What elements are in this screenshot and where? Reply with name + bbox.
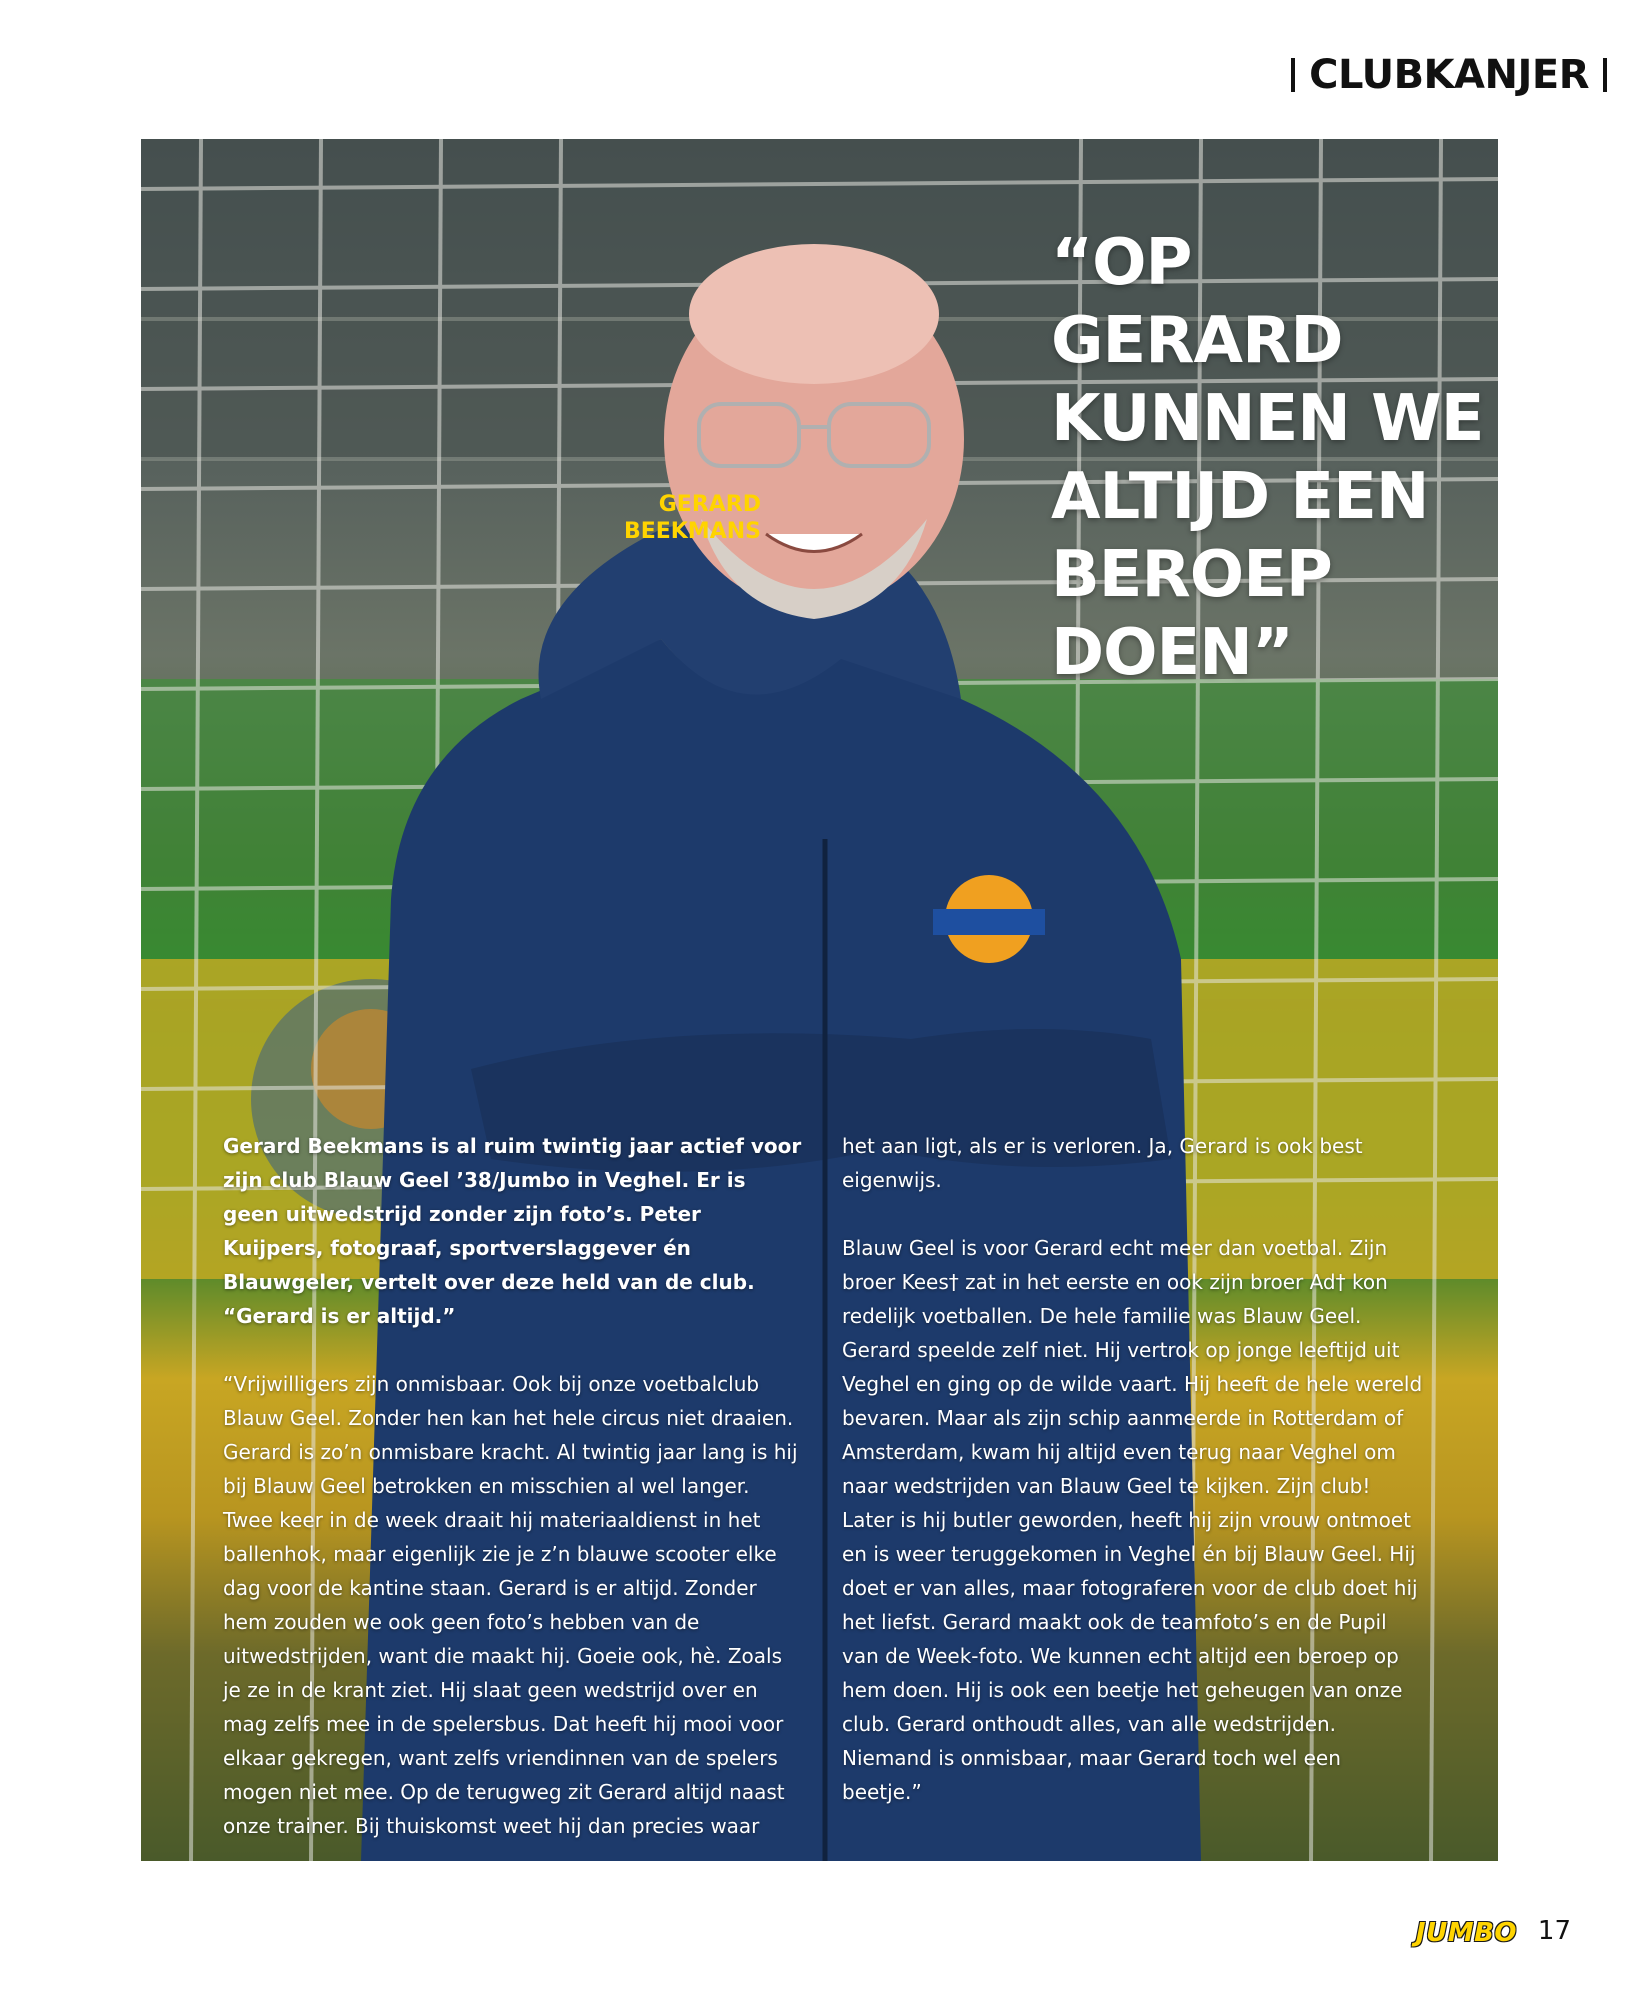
column-left [223,1129,804,1861]
article-paragraph: het aan ligt, als er is verloren. Ja, Gerard is ook best eigenwijs. [842,1134,1363,1192]
pull-quote: “OP GERARD KUNNEN WE ALTIJD EEN BEROEP DOEN” [1051,226,1484,690]
column-right [842,1129,1423,1861]
subject-first-name: GERARD [658,492,761,517]
article-paragraph: “Vrijwilligers zijn onmisbaar. Ook bij onze voetbalclub Blauw Geel. Zonder hen kan het hele circus niet draaien. Gerard is zo’n onmisbare kracht. Al twintig jaar lang is hij bij Blauw Geel betrokken en misschien al wel langer. Twee keer in de week draait hij materiaaldienst in het ballenhok, maar eigenlijk zie je z’n blauwe scooter elke dag voor de kantine staan. Gerard is er altijd. Zonder hem zouden we ook geen foto’s hebben van de uitwedstrijden, want die maakt hij. Goeie ook, hè. Zoals je ze in de krant ziet. Hij slaat geen wedstrijd over en mag zelfs mee in de spelersbus. Dat heeft hij mooi voor elkaar gekregen, want zelfs vriendinnen van de spelers mogen niet mee. Op de terugweg zit Gerard altijd naast onze trainer. Bij thuiskomst weet hij dan precies waar [223,1372,798,1838]
subject-name [481,491,761,545]
jumbo-logo: JUMBO [1415,1918,1517,1948]
article-paragraph: Blauw Geel is voor Gerard echt meer dan voetbal. Zijn broer Kees† zat in het eerste en ook zijn broer Ad† kon redelijk voetballen. De hele familie was Blauw Geel. Gerard speelde zelf niet. Hij vertrok op jonge leeftijd uit Veghel en ging op de wilde vaart. Hij heeft de hele wereld bevaren. Maar als zijn schip aanmeerde in Rotterdam of Amsterdam, kwam hij altijd even terug naar Veghel om naar wedstrijden van Blauw Geel te kijken. Zijn club! Later is hij butler geworden, heeft hij zijn vrouw ontmoet en is weer teruggekomen in Veghel én bij Blauw Geel. Hij doet er van alles, maar fotograferen voor de club doet hij het liefst. Gerard maakt ook de teamfoto’s en de Pupil van de Week-foto. We kunnen echt altijd een beroep op hem doen. Hij is ook een beetje het geheugen van onze club. Gerard onthoudt alles, van alle wedstrijden. Niemand is onmisbaar, maar Gerard toch wel een beetje.” [842,1236,1423,1804]
section-label: CLUBKANJER [1309,52,1589,98]
hero-photo [141,139,1498,1861]
divider-right [1603,58,1607,92]
page-number: 17 [1537,1916,1571,1946]
article-body [223,1129,1423,1861]
section-tag [1291,52,1607,98]
article-lead: Gerard Beekmans is al ruim twintig jaar actief voor zijn club Blauw Geel ’38/Jumbo in Veghel. Er is geen uitwedstrijd zonder zijn foto’s. Peter Kuijpers, fotograaf, sportverslaggever én Blauwgeler, vertelt over deze held van de club. “Gerard is er altijd.” [223,1134,802,1328]
divider-left [1291,58,1295,92]
subject-last-name: BEEKMANS [623,519,761,544]
